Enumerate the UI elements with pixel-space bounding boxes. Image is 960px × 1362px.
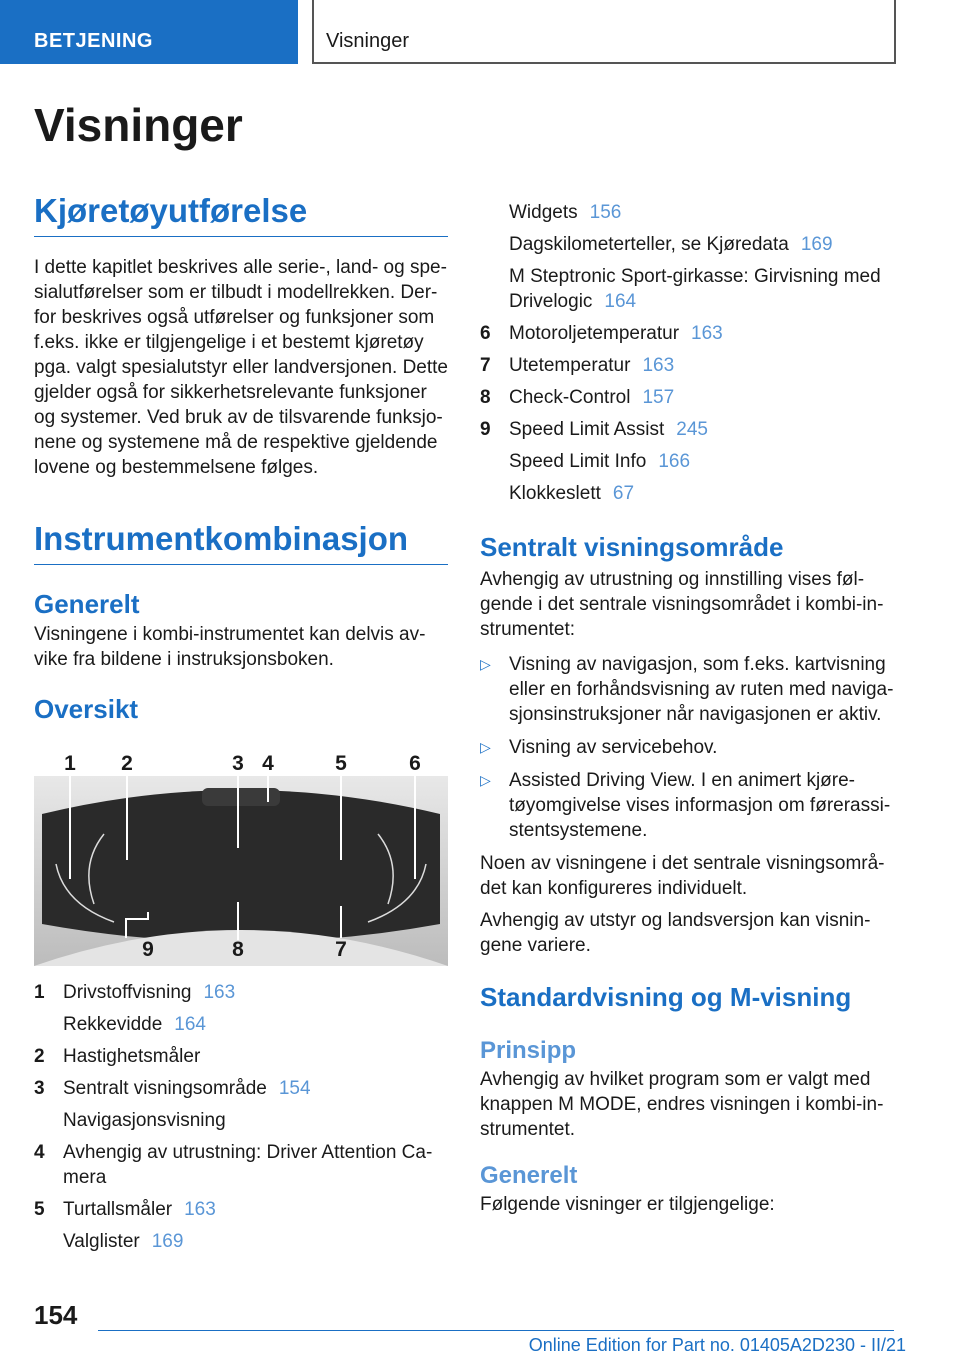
legend-item: M Steptronic Sport-girkasse: Girvisning med Drivelogic 164 bbox=[509, 266, 881, 312]
page-ref-link[interactable]: 169 bbox=[800, 234, 833, 255]
page-ref-link[interactable]: 169 bbox=[151, 1231, 184, 1252]
legend-list-left bbox=[34, 980, 448, 1261]
page-ref-link[interactable]: 164 bbox=[174, 1014, 206, 1035]
heading-vehicle: Kjøretøyutførelse bbox=[34, 192, 448, 237]
footer-edition: Online Edition for Part no. 01405A2D230 - II/21 bbox=[528, 1335, 906, 1355]
page-ref-link[interactable]: 163 bbox=[691, 323, 723, 344]
figure-label-3: 3 bbox=[232, 752, 244, 775]
breadcrumb: Visninger bbox=[312, 0, 896, 64]
page-ref-link[interactable]: 166 bbox=[658, 451, 691, 472]
legend-item: 2 Hastighetsmåler bbox=[34, 1046, 201, 1067]
legend-item: Widgets 156 bbox=[509, 202, 622, 223]
legend-item: Klokkeslett 67 bbox=[509, 483, 635, 504]
legend-item: 1 Drivstoffvisning 163 bbox=[34, 982, 236, 1003]
heading-overview: Oversikt bbox=[34, 694, 139, 724]
legend-item: 3 Sentralt visningsområde 154 bbox=[34, 1078, 311, 1099]
page-ref-link[interactable]: 156 bbox=[589, 202, 622, 223]
section-tab[interactable]: BETJENING bbox=[0, 0, 298, 64]
figure-label-2: 2 bbox=[121, 752, 133, 775]
figure-label-9: 9 bbox=[142, 938, 154, 961]
figure-label-5: 5 bbox=[335, 752, 347, 775]
heading-standard: Standardvisning og M-visning bbox=[480, 982, 852, 1012]
legend-item: Navigasjonsvisning bbox=[63, 1110, 226, 1131]
paragraph-central: Avhengig av utrustning og innstilling vises føl-gende i det sentrale visningsområdet i kombi-in-strumentet: bbox=[480, 569, 884, 640]
page-ref-link[interactable]: 154 bbox=[278, 1078, 311, 1099]
figure-label-7: 7 bbox=[335, 938, 347, 961]
paragraph-vary: Avhengig av utstyr og landsversjon kan visnin-gene variere. bbox=[480, 910, 871, 956]
legend-item: Rekkevidde 164 bbox=[63, 1014, 206, 1035]
legend-item: 8 Check-Control 157 bbox=[480, 387, 675, 408]
legend-item: 9 Speed Limit Assist 245 bbox=[480, 419, 708, 440]
triangle-bullet-icon: ▷ bbox=[480, 772, 491, 788]
triangle-bullet-icon: ▷ bbox=[480, 739, 491, 755]
paragraph-principle: Avhengig av hvilket program som er valgt med knappen M MODE, endres visningen i kombi-in-strumentet. bbox=[480, 1069, 884, 1140]
legend-item: Speed Limit Info 166 bbox=[509, 451, 691, 472]
page-number: 154 bbox=[34, 1300, 78, 1330]
instrument-cluster-figure bbox=[34, 744, 448, 966]
instrument-section bbox=[34, 520, 448, 725]
bullet-item: ▷ Visning av servicebehov. bbox=[480, 737, 718, 758]
footer-rule bbox=[98, 1330, 894, 1331]
legend-item: 5 Turtallsmåler 163 bbox=[34, 1199, 216, 1220]
page-ref-link[interactable]: 67 bbox=[612, 483, 635, 504]
heading-general-2: Generelt bbox=[480, 1162, 578, 1189]
page-title: Visninger bbox=[34, 99, 243, 151]
page-ref-link[interactable]: 163 bbox=[203, 982, 236, 1003]
legend-item: 6 Motoroljetemperatur 163 bbox=[480, 323, 723, 344]
page-ref-link[interactable]: 163 bbox=[184, 1199, 216, 1220]
paragraph-vehicle: I dette kapitlet beskrives alle serie-, land- og spe-sialutførelser som er tilbudt i modellrekken. Der-for beskrives også utførelser og funksjoner som f.eks. ikke er tilgjengelige i et bestemt kjøretøy pga. valgt spesialutstyr eller landversjonen. Dette gjelder også for sikkerhetsrelevante funksjoner og systemer. Ved bruk av de tilsvarende funksjo-nene og systemene må de respektive gjeldende lovene og bestemmelsene følges. bbox=[34, 257, 449, 478]
figure-label-6: 6 bbox=[409, 752, 421, 775]
left-column bbox=[34, 192, 448, 480]
paragraph-general-2: Følgende visninger er tilgjengelige: bbox=[480, 1194, 775, 1215]
page-ref-link[interactable]: 245 bbox=[676, 419, 708, 440]
legend-item: 7 Utetemperatur 163 bbox=[480, 355, 675, 376]
heading-general: Generelt bbox=[34, 589, 140, 619]
page-ref-link[interactable]: 157 bbox=[642, 387, 675, 408]
heading-central: Sentralt visningsområde bbox=[480, 532, 784, 562]
page-ref-link[interactable]: 163 bbox=[642, 355, 675, 376]
cluster-screen bbox=[42, 790, 440, 942]
figure-label-1: 1 bbox=[64, 752, 76, 775]
heading-instrument: Instrumentkombinasjon bbox=[34, 520, 448, 565]
legend-list-right bbox=[480, 200, 894, 1217]
bullet-item: ▷ Assisted Driving View. I en animert kjøre-tøyomgivelse vises informasjon om førerassi-stentsystemene. bbox=[480, 770, 891, 841]
triangle-bullet-icon: ▷ bbox=[480, 656, 491, 672]
page-ref-link[interactable]: 164 bbox=[604, 291, 637, 312]
legend-item: Valglister 169 bbox=[63, 1231, 184, 1252]
figure-label-4: 4 bbox=[262, 752, 274, 775]
legend-item: 4 Avhengig av utrustning: Driver Attention Ca-mera bbox=[34, 1142, 433, 1188]
heading-principle: Prinsipp bbox=[480, 1037, 577, 1064]
figure-label-8: 8 bbox=[232, 938, 244, 961]
bullet-item: ▷ Visning av navigasjon, som f.eks. kartvisning eller en forhåndsvisning av ruten med naviga-sjonsinstruksjoner når navigasjonen er aktiv. bbox=[480, 654, 894, 725]
paragraph-config: Noen av visningene i det sentrale visningsområ-det kan konfigureres individuelt. bbox=[480, 853, 885, 899]
legend-item: Dagskilometerteller, se Kjøredata 169 bbox=[509, 234, 833, 255]
paragraph-general: Visningene i kombi-instrumentet kan delvis av-vike fra bildene i instruksjonsboken. bbox=[34, 624, 426, 670]
